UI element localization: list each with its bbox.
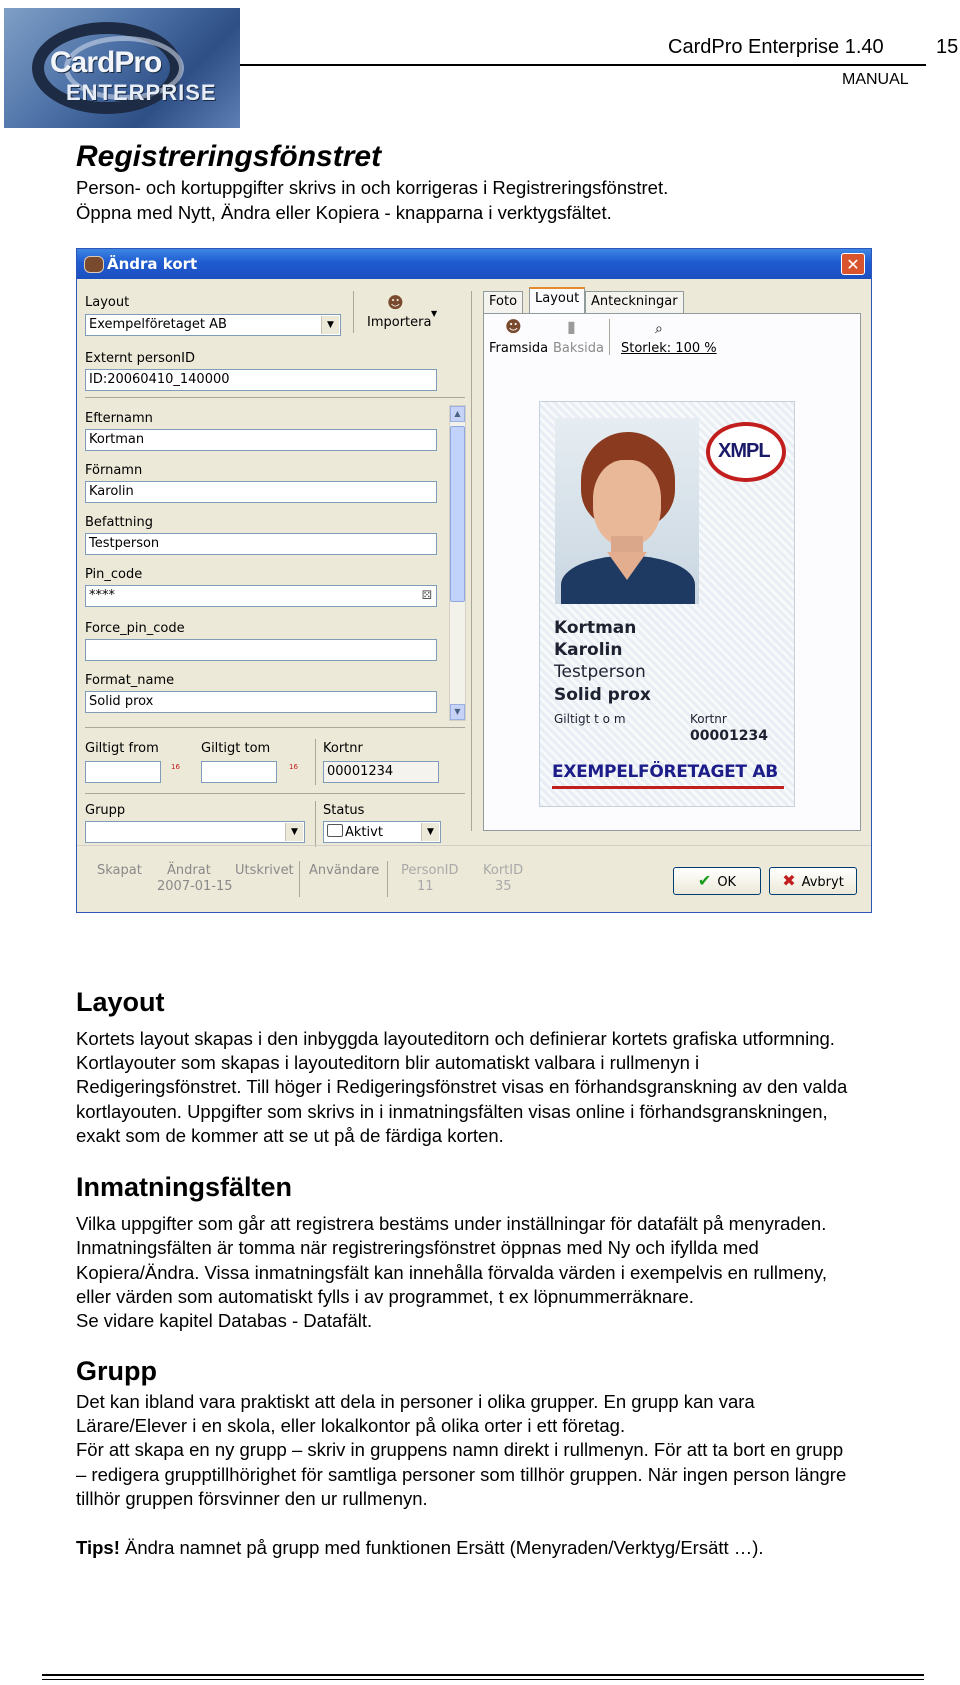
calendar-icon[interactable]: 16 bbox=[171, 763, 180, 771]
divider bbox=[85, 727, 465, 728]
card-id-value: 35 bbox=[495, 879, 512, 894]
card-photo bbox=[555, 418, 699, 604]
valid-to-field[interactable] bbox=[201, 761, 277, 783]
group-label: Grupp bbox=[85, 803, 126, 818]
section-heading-input-fields: Inmatningsfälten bbox=[76, 1172, 293, 1202]
card-title: Testperson bbox=[554, 662, 646, 682]
card-surname: Kortman bbox=[554, 618, 637, 638]
section-heading-registration: Registreringsfönstret bbox=[76, 140, 382, 173]
chevron-down-icon[interactable]: ▼ bbox=[321, 316, 339, 334]
page-number: 15 bbox=[936, 36, 959, 58]
ok-button-label: OK bbox=[717, 875, 737, 890]
zoom-icon[interactable]: ⌕ bbox=[655, 321, 663, 337]
firstname-field[interactable]: Karolin bbox=[85, 481, 437, 503]
card-id-label: KortID bbox=[483, 863, 524, 878]
dice-icon[interactable]: ⚄ bbox=[421, 588, 432, 602]
divider bbox=[299, 861, 300, 897]
divider bbox=[387, 861, 388, 897]
cardpro-logo bbox=[4, 8, 240, 128]
zoom-size-button[interactable]: Storlek: 100 % bbox=[621, 341, 717, 356]
layout-label: Layout bbox=[85, 295, 130, 310]
status-label: Status bbox=[323, 803, 365, 818]
footer-rule bbox=[42, 1674, 924, 1676]
section-heading-group: Grupp bbox=[76, 1356, 157, 1386]
divider bbox=[609, 319, 610, 355]
divider bbox=[85, 793, 465, 794]
surname-field[interactable]: Kortman bbox=[85, 429, 437, 451]
layout-dropdown-value: Exempelföretaget AB bbox=[89, 317, 227, 332]
fields-scrollbar[interactable] bbox=[449, 405, 466, 721]
card-firstname: Karolin bbox=[554, 640, 623, 660]
tab-photo[interactable]: Foto bbox=[483, 291, 523, 313]
divider bbox=[353, 291, 354, 333]
xmpl-logo bbox=[706, 422, 786, 482]
changed-label: Ändrat bbox=[167, 863, 211, 878]
ok-button[interactable] bbox=[673, 867, 761, 895]
tip-paragraph bbox=[76, 1536, 956, 1561]
created-label: Skapat bbox=[97, 863, 142, 878]
divider bbox=[77, 845, 872, 846]
divider bbox=[471, 291, 472, 831]
logo-text-cardpro: CardPro bbox=[50, 46, 162, 79]
logo-text-enterprise: ENTERPRISE bbox=[66, 80, 217, 105]
position-field[interactable]: Testperson bbox=[85, 533, 437, 555]
valid-from-field[interactable] bbox=[85, 761, 161, 783]
card-number-field: 00001234 bbox=[323, 761, 439, 783]
force-pin-label: Force_pin_code bbox=[85, 621, 185, 636]
card-format: Solid prox bbox=[554, 685, 651, 705]
back-button: Baksida bbox=[553, 341, 605, 356]
surname-label: Efternamn bbox=[85, 411, 153, 426]
cancel-button-label: Avbryt bbox=[801, 875, 844, 890]
changed-value: 2007-01-15 bbox=[157, 879, 233, 894]
person-id-value: 11 bbox=[417, 879, 434, 894]
close-button[interactable]: ✕ bbox=[841, 253, 865, 275]
card-company-underline bbox=[552, 786, 784, 789]
layout-line-3: Redigeringsfönstret. Till höger i Redigeringsfönstret visas en förhandsgranskning av den valda bbox=[76, 1076, 848, 1097]
input-line-2: Inmatningsfälten är tomma när registreringsfönstret öppnas med Ny och ifyllda med bbox=[76, 1237, 759, 1258]
pin-code-label: Pin_code bbox=[85, 567, 143, 582]
pin-code-field[interactable] bbox=[85, 585, 437, 607]
tip-label: Tips! bbox=[76, 1537, 120, 1558]
card-number-caption: Kortnr bbox=[690, 712, 727, 726]
group-line-5: tillhör gruppen försvinner den ur rullmenyn. bbox=[76, 1488, 428, 1509]
section-heading-layout: Layout bbox=[76, 987, 165, 1017]
valid-from-label: Giltigt from bbox=[85, 741, 159, 756]
header-subtitle: MANUAL bbox=[842, 71, 909, 88]
input-line-1: Vilka uppgifter som går att registrera bestäms under inställningar för datafält på menyraden. bbox=[76, 1213, 827, 1234]
input-line-4: eller värden som automatiskt fylls i av programmet, t ex löpnummerräknare. bbox=[76, 1286, 694, 1307]
scroll-thumb[interactable] bbox=[450, 426, 465, 602]
card-number-label: Kortnr bbox=[323, 741, 363, 756]
chevron-down-icon[interactable]: ▼ bbox=[421, 823, 439, 841]
window-app-icon bbox=[84, 256, 104, 273]
pin-code-value: **** bbox=[89, 588, 115, 603]
cancel-button[interactable] bbox=[769, 867, 857, 895]
group-line-4: – redigera grupptillhörighet för samtliga personer som tillhör gruppen. När ingen person längre bbox=[76, 1464, 847, 1485]
scroll-down-icon[interactable]: ▼ bbox=[450, 704, 465, 720]
format-name-label: Format_name bbox=[85, 673, 175, 688]
card-company: EXEMPELFÖRETAGET AB bbox=[552, 762, 778, 782]
person-import-icon[interactable]: ☻ bbox=[387, 293, 404, 312]
user-label: Användare bbox=[309, 863, 380, 878]
xmpl-logo-text: XMPL bbox=[718, 440, 770, 462]
tab-layout[interactable]: Layout bbox=[529, 287, 585, 314]
chevron-down-icon[interactable]: ▼ bbox=[285, 823, 303, 841]
checkmark-icon: ✔ bbox=[697, 871, 712, 890]
tip-text: Ändra namnet på grupp med funktionen Ersätt (Menyraden/Verktyg/Ersätt …). bbox=[119, 1537, 764, 1558]
header-rule bbox=[240, 64, 926, 66]
input-line-5: Se vidare kapitel Databas - Datafält. bbox=[76, 1310, 373, 1331]
import-button[interactable]: Importera bbox=[367, 315, 432, 330]
cancel-x-icon: ✖ bbox=[782, 871, 796, 890]
group-line-3: För att skapa en ny grupp – skriv in gruppens namn direkt i rullmenyn. För att ta bort en grupp bbox=[76, 1439, 844, 1460]
calendar-icon[interactable]: 16 bbox=[289, 763, 298, 771]
card-valid-label: Giltigt t o m bbox=[554, 712, 626, 726]
input-line-3: Kopiera/Ändra. Vissa inmatningsfält kan innehålla förvalda värden i exempelvis en rullmeny, bbox=[76, 1262, 828, 1283]
window-title: Ändra kort bbox=[107, 255, 198, 273]
chevron-down-icon[interactable]: ▼ bbox=[431, 309, 438, 318]
status-dropdown[interactable] bbox=[323, 821, 441, 843]
header-title: CardPro Enterprise 1.40 bbox=[668, 36, 884, 58]
group-line-2: Lärare/Elever i en skola, eller lokalkontor på olika orter i ett företag. bbox=[76, 1415, 626, 1436]
tab-notes[interactable]: Anteckningar bbox=[585, 291, 684, 313]
intro-line-1: Person- och kortuppgifter skrivs in och korrigeras i Registreringsfönstret. bbox=[76, 177, 669, 198]
card-number-value: 00001234 bbox=[690, 728, 768, 744]
external-id-field[interactable]: ID:20060410_140000 bbox=[85, 369, 437, 391]
printed-label: Utskrivet bbox=[235, 863, 294, 878]
position-label: Befattning bbox=[85, 515, 153, 530]
divider bbox=[315, 801, 316, 847]
card-preview bbox=[539, 401, 795, 807]
group-line-1: Det kan ibland vara praktiskt att dela in personer i olika grupper. En grupp kan vara bbox=[76, 1391, 755, 1412]
scroll-up-icon[interactable]: ▲ bbox=[450, 406, 465, 422]
divider bbox=[315, 739, 316, 785]
layout-line-1: Kortets layout skapas i den inbyggda layouteditorn och definierar kortets grafiska utformning. bbox=[76, 1028, 835, 1049]
window-titlebar[interactable] bbox=[77, 249, 871, 279]
person-id-label: PersonID bbox=[401, 863, 459, 878]
external-id-label: Externt personID bbox=[85, 351, 195, 366]
status-dropdown-value: Aktivt bbox=[345, 825, 383, 840]
footer-rule-thin bbox=[42, 1679, 924, 1680]
status-checkbox-icon bbox=[327, 824, 343, 837]
card-back-icon: ▮ bbox=[567, 317, 576, 336]
format-name-field[interactable]: Solid prox bbox=[85, 691, 437, 713]
edit-card-window bbox=[76, 248, 872, 913]
layout-line-2: Kortlayouter som skapas i layouteditorn blir automatiskt valbara i rullmenyn i bbox=[76, 1052, 700, 1073]
layout-dropdown[interactable] bbox=[85, 314, 341, 336]
layout-line-4: kortlayouten. Uppgifter som skrivs in i inmatningsfälten visas online i förhandsgranskningen, bbox=[76, 1101, 828, 1122]
intro-line-2: Öppna med Nytt, Ändra eller Kopiera - knapparna i verktygsfältet. bbox=[76, 202, 612, 223]
layout-line-5: exakt som de kommer att se ut på de färdiga korten. bbox=[76, 1125, 504, 1146]
card-front-icon[interactable]: ☻ bbox=[505, 317, 522, 336]
valid-to-label: Giltigt tom bbox=[201, 741, 271, 756]
divider bbox=[85, 397, 465, 398]
force-pin-field[interactable] bbox=[85, 639, 437, 661]
firstname-label: Förnamn bbox=[85, 463, 143, 478]
front-button[interactable]: Framsida bbox=[489, 341, 549, 356]
group-dropdown[interactable] bbox=[85, 821, 305, 843]
